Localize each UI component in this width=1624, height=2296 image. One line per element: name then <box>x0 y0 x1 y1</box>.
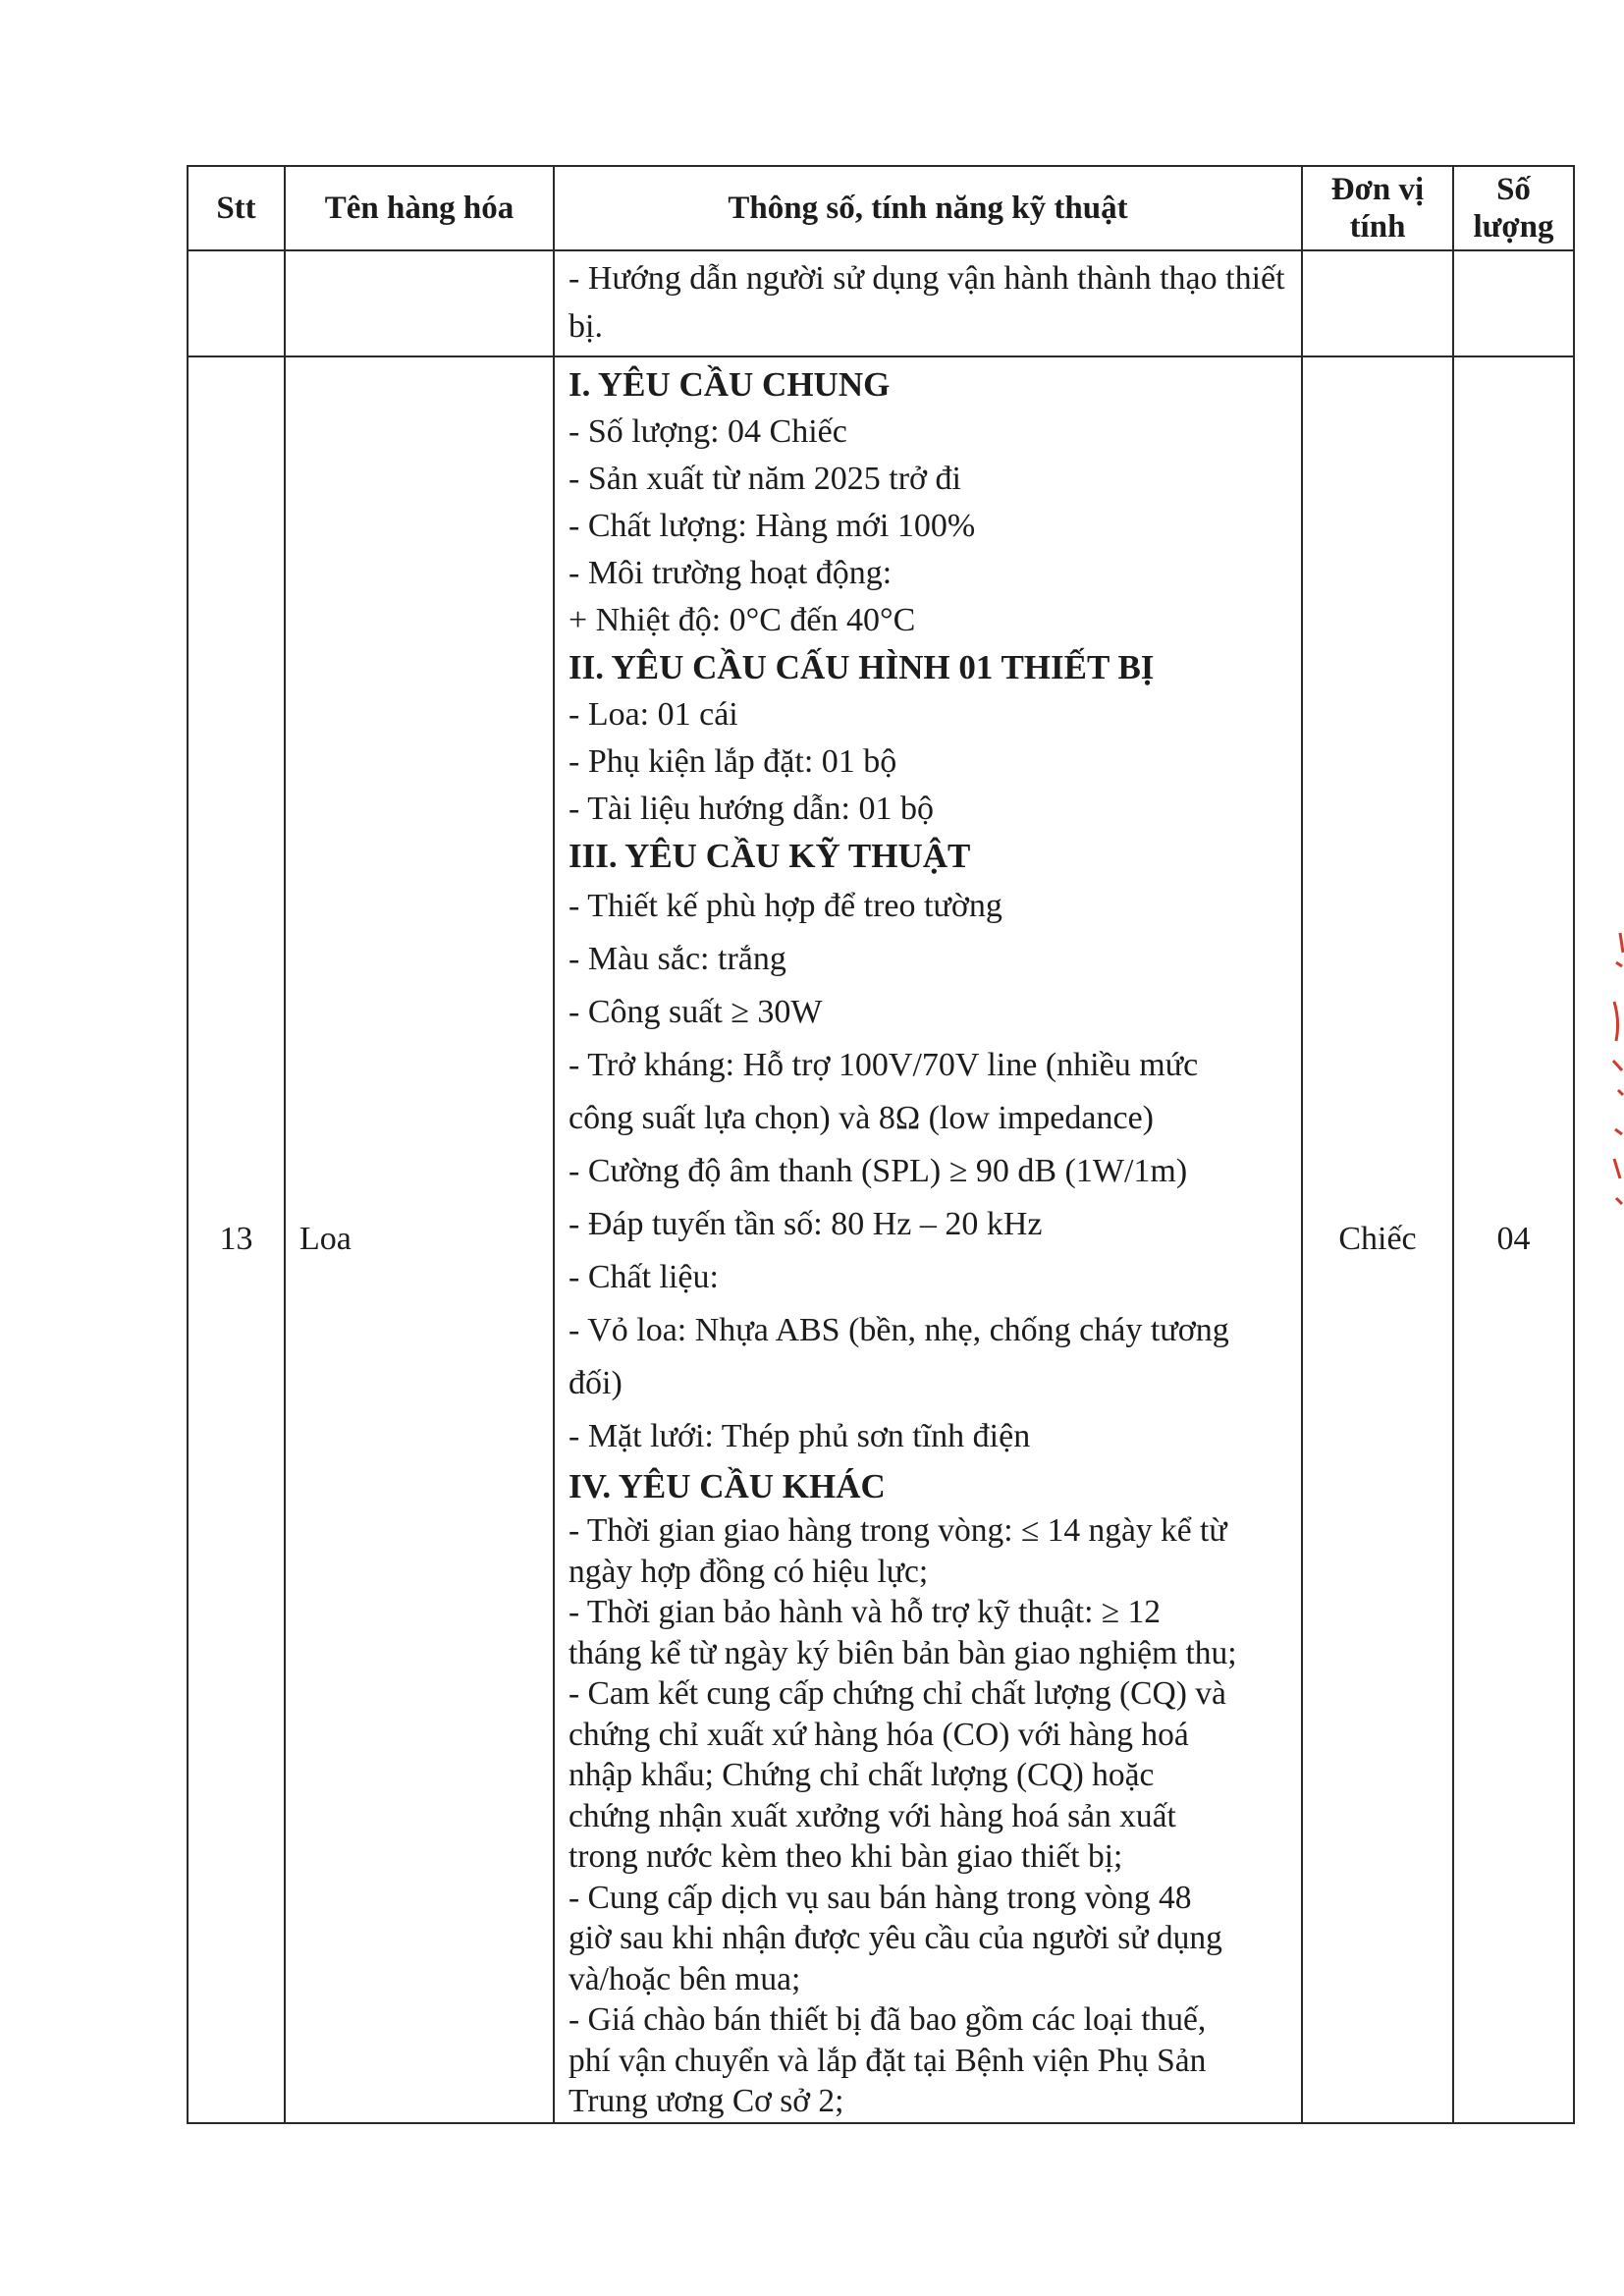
spec-line: - Thời gian giao hàng trong vòng: ≤ 14 ngày kể từ <box>568 1512 1227 1549</box>
spec-line: và/hoặc bên mua; <box>568 1960 801 1997</box>
continuation-stt-cell <box>188 250 285 356</box>
spec-line: - Phụ kiện lắp đặt: 01 bộ <box>568 743 897 780</box>
spec-line: Trung ương Cơ sở 2; <box>568 2083 844 2119</box>
spec-line: - Màu sắc: trắng <box>568 941 786 977</box>
spec-line: chứng chỉ xuất xứ hàng hóa (CO) với hàng hoá <box>568 1716 1189 1753</box>
spec-line: công suất lựa chọn) và 8Ω (low impedance) <box>568 1100 1154 1136</box>
spec-line: giờ sau khi nhận được yêu cầu của người sử dụng <box>568 1920 1222 1956</box>
spec-line: - Trở kháng: Hỗ trợ 100V/70V line (nhiều mức <box>568 1047 1199 1083</box>
spec-line: - Sản xuất từ năm 2025 trở đi <box>568 461 961 497</box>
section-general-title: I. YÊU CẦU CHUNG <box>568 365 891 404</box>
item-name: Loa <box>285 356 554 2123</box>
item-stt: 13 <box>188 356 285 2123</box>
section-config-title: II. YÊU CẦU CẤU HÌNH 01 THIẾT BỊ <box>568 648 1155 686</box>
spec-line: - Tài liệu hướng dẫn: 01 bộ <box>568 791 934 827</box>
continuation-spec-cell <box>554 250 1302 356</box>
section-technical-title: III. YÊU CẦU KỸ THUẬT <box>568 837 971 875</box>
spec-line: - Số lượng: 04 Chiếc <box>568 413 847 450</box>
spec-line: + Nhiệt độ: 0°C đến 40°C <box>568 602 916 638</box>
spec-line: - Cung cấp dịch vụ sau bán hàng trong vòng 48 <box>568 1879 1192 1916</box>
continuation-name-cell <box>285 250 554 356</box>
spec-line: - Chất lượng: Hàng mới 100% <box>568 508 976 544</box>
continuation-qty-cell <box>1453 250 1574 356</box>
spec-line: - Mặt lưới: Thép phủ sơn tĩnh điện <box>568 1418 1031 1454</box>
item-unit: Chiếc <box>1302 356 1453 2123</box>
spec-line: trong nước kèm theo khi bàn giao thiết bị; <box>568 1838 1123 1875</box>
continuation-text: - Hướng dẫn người sử dụng vận hành thành thạo thiết bị. <box>568 260 1285 345</box>
header-specifications: Thông số, tính năng kỹ thuật <box>554 166 1302 250</box>
specification-table <box>187 165 1575 2124</box>
spec-line: - Thiết kế phù hợp để treo tường <box>568 888 1002 924</box>
item-specifications <box>554 356 1302 2123</box>
spec-line: - Cam kết cung cấp chứng chỉ chất lượng (CQ) và <box>568 1675 1226 1712</box>
spec-line: chứng nhận xuất xưởng với hàng hoá sản xuất <box>568 1797 1176 1834</box>
table-header-row <box>188 166 1574 250</box>
spec-line: tháng kể từ ngày ký biên bản bàn giao nghiệm thu; <box>568 1634 1237 1671</box>
section-other-title: IV. YÊU CẦU KHÁC <box>568 1467 886 1505</box>
spec-line: ngày hợp đồng có hiệu lực; <box>568 1553 929 1590</box>
spec-line: đối) <box>568 1365 623 1401</box>
continuation-row <box>188 250 1574 356</box>
spec-line: - Loa: 01 cái <box>568 696 738 733</box>
item-quantity: 04 <box>1453 356 1574 2123</box>
table-row <box>188 356 1574 2123</box>
spec-line: - Chất liệu: <box>568 1259 719 1295</box>
spec-line: - Vỏ loa: Nhựa ABS (bền, nhẹ, chống cháy tương <box>568 1312 1229 1348</box>
seal-stamp-edge <box>1610 923 1624 1218</box>
header-unit: Đơn vị tính <box>1302 166 1453 250</box>
spec-line: - Giá chào bán thiết bị đã bao gồm các loại thuế, <box>568 2001 1207 2038</box>
header-quantity: Số lượng <box>1453 166 1574 250</box>
spec-line: - Môi trường hoạt động: <box>568 555 893 591</box>
spec-line: phí vận chuyển và lắp đặt tại Bệnh viện Phụ Sản <box>568 2042 1207 2079</box>
header-stt: Stt <box>188 166 285 250</box>
spec-line: - Thời gian bảo hành và hỗ trợ kỹ thuật: ≥ 12 <box>568 1594 1162 1630</box>
spec-line: - Công suất ≥ 30W <box>568 994 823 1030</box>
header-item-name: Tên hàng hóa <box>285 166 554 250</box>
continuation-unit-cell <box>1302 250 1453 356</box>
spec-line: nhập khẩu; Chứng chỉ chất lượng (CQ) hoặc <box>568 1757 1155 1793</box>
spec-line: - Đáp tuyến tần số: 80 Hz – 20 kHz <box>568 1206 1043 1242</box>
spec-line: - Cường độ âm thanh (SPL) ≥ 90 dB (1W/1m) <box>568 1153 1188 1189</box>
